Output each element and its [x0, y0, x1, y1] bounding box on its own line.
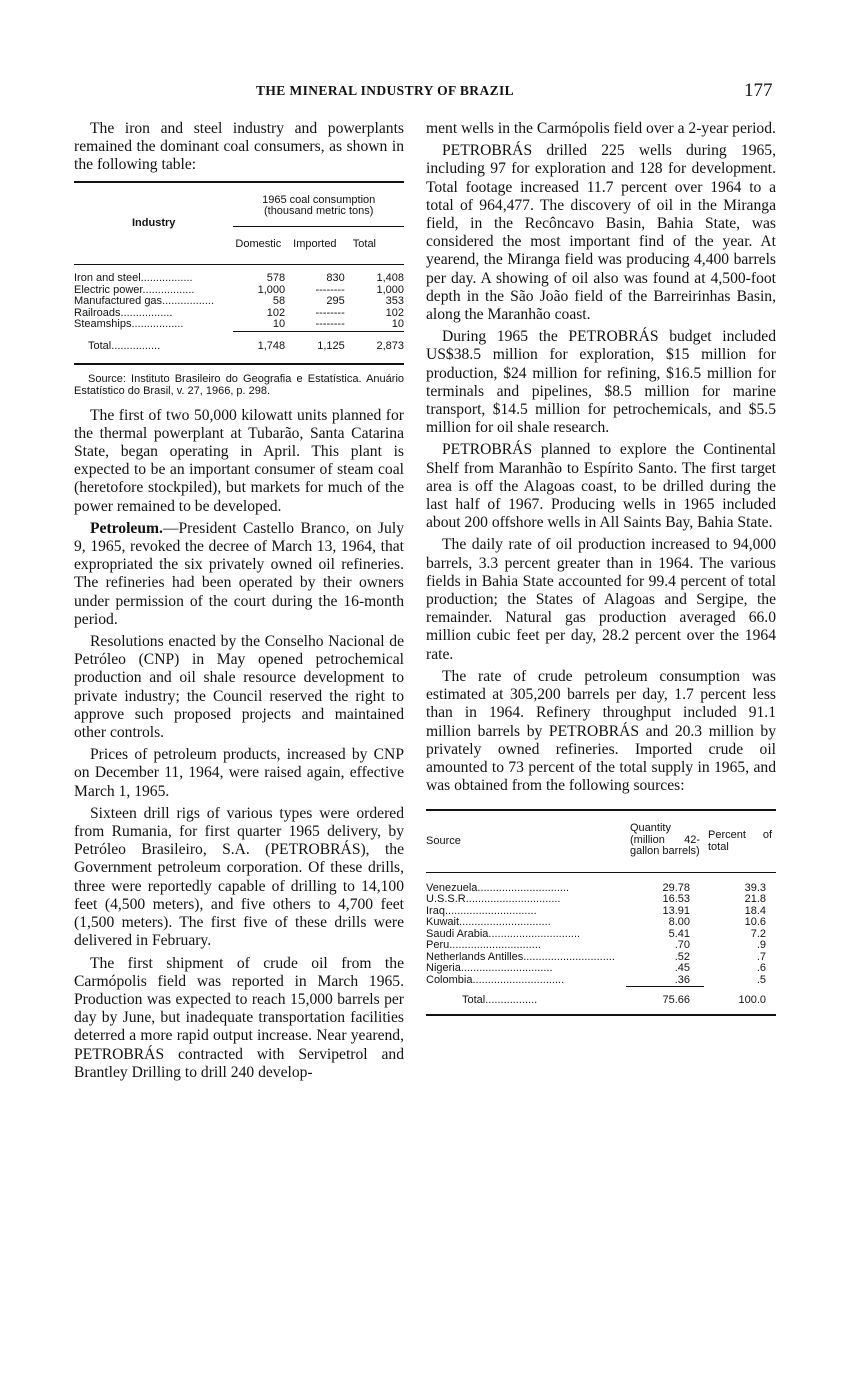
- table-row: Nigeria.............................. .45 .6: [426, 963, 776, 975]
- col-group: 1965 coal consumption (thousand metric tons): [233, 182, 404, 227]
- table-row: Electric power................. 1,000 -------- 1,000: [74, 283, 404, 296]
- cell-percent: 39.3: [744, 881, 766, 894]
- col-domestic: Domestic: [235, 237, 282, 250]
- cell-total: 1,000: [376, 283, 404, 296]
- source-country: Kuwait: [426, 917, 460, 929]
- industry-name: Railroads: [74, 307, 121, 319]
- crude-table-total-row: Total................. 75.66 100.0: [426, 987, 776, 1016]
- table-row: Manufactured gas................. 58 295 353: [74, 295, 404, 308]
- cell-imported: --------: [315, 283, 345, 296]
- col-imported: Imported: [293, 237, 337, 250]
- left-column: [74, 120, 404, 1086]
- cell-quantity: 8.00: [668, 916, 690, 929]
- col-percent: Percent of total: [708, 829, 772, 853]
- intro-paragraph: The iron and steel industry and powerplants remained the dominant coal consumers, as shown in the following table:: [74, 120, 404, 174]
- cell-imported: --------: [315, 318, 345, 331]
- cell-percent: 18.4: [744, 904, 766, 917]
- table-row: Iron and steel................. 578 830 1,408: [74, 265, 404, 285]
- source-country: Iraq: [426, 905, 445, 917]
- crude-sources-table: [426, 809, 776, 1016]
- source-country: Netherlands Antilles: [426, 951, 524, 963]
- source-country: Saudi Arabia: [426, 928, 489, 940]
- table-row: Netherlands Antilles.............................. .52 .7: [426, 952, 776, 964]
- cell-quantity: 29.78: [662, 881, 690, 894]
- table-row: Steamships................. 10 -------- 10: [74, 318, 404, 331]
- page-header: [0, 80, 857, 104]
- industry-name: Iron and steel: [74, 272, 141, 285]
- cell-imported: 830: [326, 272, 345, 285]
- source-country: Venezuela: [426, 881, 478, 894]
- thermal-plant-paragraph: The first of two 50,000 kilowatt units planned for the thermal powerplant at Tubarão, Santa Catarina State, began operating in April. This plant is expected to be an important consumer of steam coal (heretofore stockpiled), but markets for much of the power remained to be developed.: [74, 406, 404, 515]
- source-country: Peru: [426, 940, 450, 952]
- right-column: [426, 120, 776, 1016]
- cell-total: 10: [391, 318, 404, 331]
- cell-percent: 7.2: [750, 927, 766, 940]
- consumption-paragraph: The rate of crude petroleum consumption was estimated at 305,200 barrels per day, 1.7 percent less than in 1964. Refinery throughput included 91.1 million barrels by PETROBRÁS and 20.3 million by privately owned refineries. Imported crude oil amounted to 73 percent of the total supply in 1965, and was obtained from the following sources:: [426, 667, 776, 795]
- cell-percent: .9: [756, 939, 766, 952]
- table-row: Colombia.............................. .36 .5: [426, 975, 776, 987]
- cell-percent: .6: [756, 962, 766, 975]
- crude-total-percent: 100.0: [738, 993, 766, 1006]
- table-source-note: Source: Instituto Brasileiro do Geografia e Estatística. Anuário Estatístico do Brasil, v. 27, 1966, p. 298.: [74, 372, 404, 397]
- source-country: Nigeria: [426, 963, 461, 975]
- table-row: Iraq.............................. 13.91 18.4: [426, 906, 776, 918]
- cell-quantity: 16.53: [662, 893, 690, 906]
- cell-domestic: 578: [266, 272, 286, 285]
- industry-name: Steamships: [74, 319, 132, 331]
- total-label: Total: [88, 340, 112, 353]
- cell-total: 102: [385, 306, 404, 319]
- carmopolis-paragraph: The first shipment of crude oil from the Carmópolis field was reported in March 1965. Production was expected to reach 15,000 barrels per day by June, but inadequate transportation facilities deterred a more rapid output increase. Near yearend, PETROBRÁS contracted with Servipetrol and Brantley Drilling to drill 240 develop-: [74, 954, 404, 1081]
- cell-quantity: .36: [674, 973, 690, 986]
- petroleum-body: —President Castello Branco, on July 9, 1965, revoked the decree of March 13, 1964, that expropriated the six privately owned oil refineries. The refineries had been operated by their owners under permission of the court during the 16-month period.: [74, 519, 404, 628]
- source-country: U.S.S.R.: [426, 894, 469, 906]
- cell-domestic: 102: [266, 306, 286, 319]
- cell-percent: .7: [756, 950, 766, 963]
- table-row: Kuwait.............................. 8.00 10.6: [426, 917, 776, 929]
- cell-quantity: .52: [674, 950, 690, 963]
- petroleum-heading: Petroleum.: [90, 519, 163, 537]
- col-quantity: Quantity (million 42-gallon barrels): [630, 822, 700, 858]
- cell-percent: .5: [756, 974, 766, 987]
- cell-domestic: 58: [272, 295, 286, 308]
- cell-domestic: 10: [272, 318, 286, 331]
- coal-table-total-row: Total................ 1,748 1,125 2,873: [74, 331, 404, 364]
- coal-table-body: [74, 265, 404, 332]
- drill-rigs-paragraph: Sixteen drill rigs of various types were ordered from Rumania, for first quarter 1965 delivery, by Petróleo Brasileiro, S.A. (PETROBRÁS), the Government petroleum corporation. Of these drills, three were reportedly capable of drilling to 14,100 feet (4,500 meters), and five others to 4,700 feet (1,500 meters). The first five of these drills were delivered in February.: [74, 804, 404, 950]
- total-total: 2,873: [351, 331, 404, 364]
- col-source: Source: [426, 834, 461, 847]
- cell-domestic: 1,000: [257, 283, 286, 296]
- col-industry: Industry: [131, 216, 176, 229]
- cell-total: 1,408: [376, 272, 404, 285]
- cell-quantity: 13.91: [662, 904, 690, 917]
- crude-total-label: Total: [462, 993, 486, 1006]
- cell-percent: 10.6: [744, 916, 766, 929]
- cell-imported: --------: [315, 306, 345, 319]
- coal-consumption-table: [74, 181, 404, 365]
- table-row: Railroads................. 102 -------- 102: [74, 306, 404, 319]
- cell-quantity: .45: [674, 962, 690, 975]
- running-title: THE MINERAL INDUSTRY OF BRAZIL: [256, 83, 515, 98]
- cell-quantity: 5.41: [668, 927, 690, 940]
- table-row: Venezuela.............................. 29.78 39.3: [426, 872, 776, 894]
- crude-table-body: [426, 872, 776, 987]
- page-number: 177: [744, 80, 773, 101]
- table-row: U.S.S.R............................... 16.53 21.8: [426, 894, 776, 906]
- petroleum-paragraph: [74, 520, 404, 629]
- table-row: Saudi Arabia.............................. 5.41 7.2: [426, 929, 776, 941]
- oil-production-paragraph: The daily rate of oil production increased to 94,000 barrels, 3.3 percent greater than in 1964. The various fields in Bahia State accounted for 99.4 percent of total production; the States of Alagoas and Sergipe, the remainder. Natural gas production averaged 66.0 million cubic feet per day, 28.2 percent over the 1964 rate.: [426, 536, 776, 663]
- cell-quantity: .70: [674, 939, 690, 952]
- cell-percent: 21.8: [744, 893, 766, 906]
- continental-shelf-paragraph: PETROBRÁS planned to explore the Continental Shelf from Maranhão to Espírito Santo. The first target area is off the Alagoas coast, to be drilled during the last half of 1967. Producing wells in 1965 included about 200 offshore wells in All Saints Bay, Bahia State.: [426, 441, 776, 532]
- table-row: Peru.............................. .70 .9: [426, 940, 776, 952]
- source-country: Colombia: [426, 974, 473, 987]
- industry-name: Electric power: [74, 284, 143, 296]
- crude-total-quantity: 75.66: [626, 987, 704, 1016]
- continued-paragraph: ment wells in the Carmópolis field over a 2-year period.: [426, 120, 776, 137]
- total-imported: 1,125: [291, 331, 351, 364]
- prices-paragraph: Prices of petroleum products, increased by CNP on December 11, 1964, were raised again, effective March 1, 1965.: [74, 746, 404, 800]
- cell-total: 353: [385, 295, 404, 308]
- industry-name: Manufactured gas: [74, 296, 163, 308]
- total-domestic: 1,748: [233, 331, 291, 364]
- cnp-resolutions-paragraph: Resolutions enacted by the Conselho Nacional de Petróleo (CNP) in May opened petrochemical production and oil shale resource development to private industry; the Council reserved the right to approve such proposed projects and maintained other controls.: [74, 633, 404, 742]
- col-total: Total: [352, 237, 377, 250]
- cell-imported: 295: [326, 295, 345, 308]
- budget-paragraph: During 1965 the PETROBRÁS budget included US$38.5 million for exploration, $15 million for production, $24 million for refining, $16.5 million for terminals and pipelines, $8.5 million for marine transport, $14.5 million for petrochemicals, and $5.5 million for oil shale research.: [426, 328, 776, 437]
- wells-paragraph: PETROBRÁS drilled 225 wells during 1965, including 97 for exploration and 128 for development. Total footage increased 11.7 percent over 1964 to a total of 964,477. The discovery of oil in the Miranga field, in the Recôncavo Basin, Bahia State, was considered the most important find of the year. At yearend, the Miranga field was producing 4,400 barrels per day. A showing of oil also was found at 4,500-foot depth in the São João field of the Barreirinhas Basin, along the Maranhão coast.: [426, 142, 776, 324]
